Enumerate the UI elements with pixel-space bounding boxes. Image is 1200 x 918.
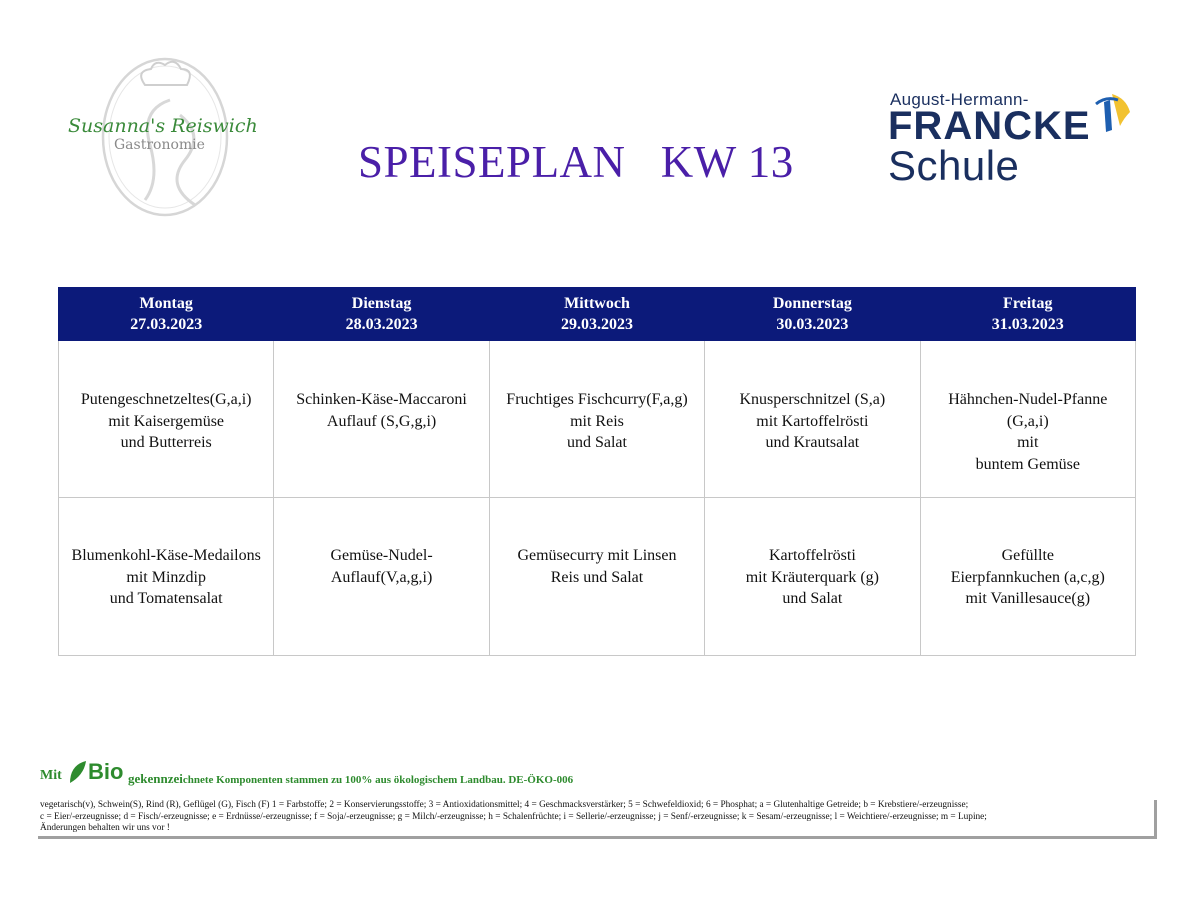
day-date: 31.03.2023: [991, 316, 1064, 333]
bio-statement-big: gekennzei: [128, 771, 183, 786]
dish-line: Eierpfannkuchen (a,c,g): [950, 568, 1105, 586]
menu-cell: [59, 498, 274, 656]
bio-leaf-icon: [66, 755, 128, 785]
dish-line: und Krautsalat: [765, 434, 860, 451]
menu-header-row: [59, 288, 1136, 341]
bell-tower-icon: [1082, 88, 1142, 148]
dish-line: Auflauf(V,a,g,i): [330, 568, 433, 586]
school-name-line1: August-Hermann-: [890, 90, 1029, 109]
dish-line: mit Minzdip: [126, 568, 206, 586]
dish-line: mit Vanillesauce(g): [965, 590, 1091, 607]
day-header-monday: [59, 288, 274, 341]
menu-cell: [920, 341, 1135, 498]
dish-line: mit Kaisergemüse: [108, 412, 225, 430]
menu-cell: [489, 498, 704, 656]
dish-line: und Tomatensalat: [109, 590, 223, 607]
menu-table: [58, 287, 1136, 656]
menu-cell: [705, 498, 920, 656]
day-date: 29.03.2023: [560, 316, 633, 333]
bio-statement-rest: chnete Komponenten stammen zu 100% aus ökologischem Landbau. DE-ÖKO-006: [182, 774, 574, 786]
menu-cell: [705, 341, 920, 498]
dish-line: mit Reis: [570, 412, 624, 430]
school-name-line3: Schule: [888, 142, 1020, 189]
dish-line: Auflauf (S,G,g,i): [326, 412, 437, 430]
school-name-line2: FRANCKE: [888, 104, 1091, 148]
dish-line: mit Kräuterquark (g): [745, 568, 879, 586]
dish-line: Reis und Salat: [550, 568, 644, 586]
menu-cell: [489, 341, 704, 498]
dish-line: und Butterreis: [120, 434, 212, 451]
day-name: Freitag: [1003, 295, 1053, 312]
day-date: 30.03.2023: [776, 316, 849, 333]
day-name: Dienstag: [351, 295, 412, 312]
dish-line: Gefüllte: [1001, 547, 1054, 564]
dish-line: Gemüsecurry mit Linsen: [517, 547, 677, 564]
day-header-tuesday: [274, 288, 489, 341]
dish-line: Kartoffelrösti: [768, 547, 856, 564]
allergen-line: vegetarisch(v), Schwein(S), Rind (R), Geflügel (G), Fisch (F) 1 = Farbstoffe; 2 = Konservierungsstoffe; 3 = Antioxidationsmittel; 4 = Geschmacksverstärker; 5 = Schwefeldioxid; 6 = Phosphat; a = Glutenhaltige Getreide; b = Krebstiere/-erzeugnisse;: [40, 800, 969, 810]
caterer-subtitle: Gastronomie: [114, 137, 205, 153]
dish-line: buntem Gemüse: [975, 455, 1080, 473]
dish-line: (G,a,i): [1006, 412, 1049, 430]
page-title: SPEISEPLAN KW 13: [358, 137, 794, 187]
dish-line: Blumenkohl-Käse-Medailons: [71, 547, 261, 564]
dish-line: mit Kartoffelrösti: [756, 412, 869, 430]
dish-line: und Salat: [782, 590, 843, 607]
allergen-legend: [38, 800, 1157, 839]
day-name: Mittwoch: [564, 295, 630, 312]
dish-line: mit: [1017, 434, 1039, 451]
menu-row-1: [59, 341, 1136, 498]
menu-cell: [59, 341, 274, 498]
dish-line: Schinken-Käse-Maccaroni: [296, 391, 467, 408]
menu-cell: [274, 341, 489, 498]
day-date: 28.03.2023: [345, 316, 418, 333]
day-name: Donnerstag: [772, 295, 852, 312]
caterer-name: Susanna's Reiswich: [68, 115, 258, 137]
bio-mit-label: Mit: [40, 768, 62, 783]
dish-line: Hähnchen-Nudel-Pfanne: [948, 391, 1108, 408]
caterer-logo: [68, 55, 258, 220]
menu-cell: [920, 498, 1135, 656]
dish-line: Putengeschnetzeltes(G,a,i): [80, 391, 252, 408]
dish-line: Fruchtiges Fischcurry(F,a,g): [506, 391, 688, 408]
dish-line: Gemüse-Nudel-: [330, 547, 433, 564]
bio-logo-text: Bio: [88, 759, 124, 784]
dish-line: und Salat: [566, 434, 627, 451]
allergen-line: Änderungen behalten wir uns vor !: [40, 823, 170, 834]
day-name: Montag: [139, 295, 193, 312]
day-header-wednesday: [489, 288, 704, 341]
allergen-line: c = Eier/-erzeugnisse; d = Fisch/-erzeugnisse; e = Erdnüsse/-erzeugnisse; f = Soja/-erzeugnisse; g = Milch/-erzeugnisse; h = Schalenfrüchte; i = Sellerie/-erzeugnisse; j = Senf/-erzeugnisse; k = Sesam/-erzeugnisse; l = Weichtiere/-erzeugnisse; m = Lupine;: [40, 811, 987, 822]
day-date: 27.03.2023: [130, 316, 203, 333]
day-header-friday: [920, 288, 1135, 341]
school-logo: [886, 86, 1146, 196]
menu-row-2: [59, 498, 1136, 656]
bio-statement: [128, 771, 573, 787]
dish-line: Knusperschnitzel (S,a): [739, 391, 886, 408]
menu-cell: [274, 498, 489, 656]
day-header-thursday: [705, 288, 920, 341]
